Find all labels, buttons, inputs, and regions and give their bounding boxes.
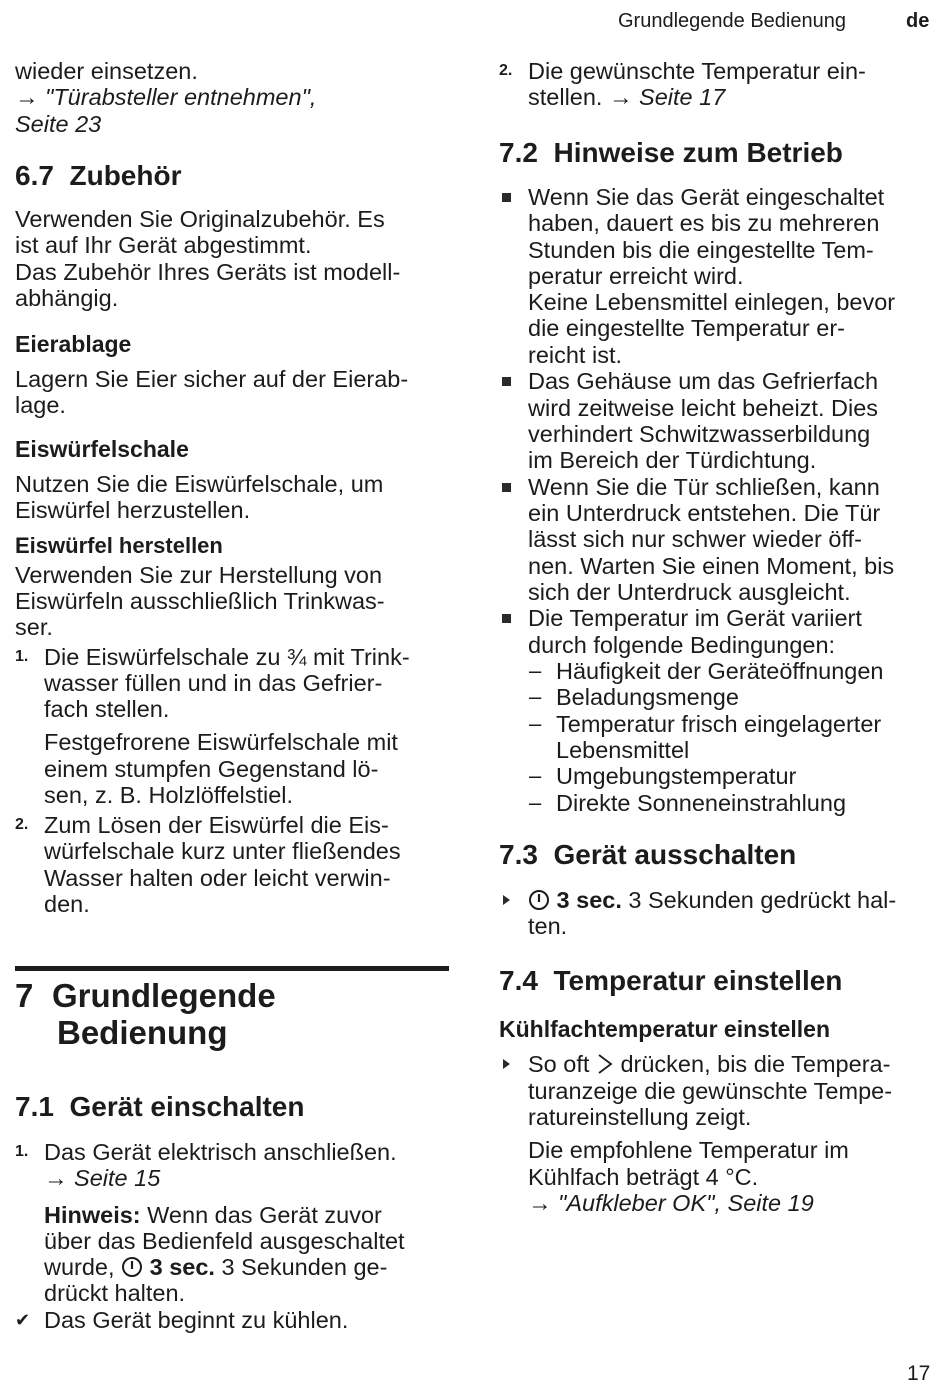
step-text: würfelschale kurz unter fließendes xyxy=(44,838,401,864)
bullet-text: peratur erreicht wird. xyxy=(528,263,744,289)
page-reference[interactable]: → "Aufkleber OK", Seite 19 xyxy=(528,1190,814,1216)
note-text: Die empfohlene Temperatur im xyxy=(528,1137,849,1163)
step-text: Zum Lösen der Eiswürfel die Eis- xyxy=(44,812,389,838)
step-note: Festgefrorene Eiswürfelschale mit xyxy=(44,729,398,755)
bullet-text: reicht ist. xyxy=(528,342,623,368)
hint-text: wurde, 3 sec. 3 Sekunden ge- xyxy=(44,1254,388,1280)
bullet-text: Die Temperatur im Gerät variiert xyxy=(528,605,862,631)
dash-bullet: – xyxy=(529,684,542,709)
bullet-text: lässt sich nur schwer wieder öff- xyxy=(528,526,862,552)
intro-reference[interactable]: → "Türabsteller entnehmen", xyxy=(15,84,317,110)
step-number: 1. xyxy=(15,648,29,665)
page-number: 17 xyxy=(907,1362,931,1385)
step-text: den. xyxy=(44,891,90,917)
bullet-text: nen. Warten Sie einen Moment, bis xyxy=(528,553,895,579)
dash-bullet: – xyxy=(529,658,542,683)
dash-bullet: – xyxy=(529,790,542,815)
paragraph: Eiswürfel herzustellen. xyxy=(15,497,251,523)
step-text: stellen. → Seite 17 xyxy=(528,84,726,110)
action-text: ten. xyxy=(528,913,568,939)
paragraph: Das Zubehör Ihres Geräts ist modell- xyxy=(15,259,401,285)
bullet-text: sich der Unterdruck ausgleicht. xyxy=(528,579,851,605)
paragraph: ist auf Ihr Gerät abgestimmt. xyxy=(15,232,312,258)
section-heading-6-7: 6.7 Zubehör xyxy=(15,160,182,191)
bullet-text: im Bereich der Türdichtung. xyxy=(528,447,817,473)
paragraph: Lagern Sie Eier sicher auf der Eierab- xyxy=(15,366,409,392)
subheading-eiswuerfelschale: Eiswürfelschale xyxy=(15,436,189,462)
section-heading-7-4: 7.4 Temperatur einstellen xyxy=(499,965,843,996)
bullet-text: Wenn Sie das Gerät eingeschaltet xyxy=(528,184,885,210)
dash-bullet: – xyxy=(529,711,542,736)
bullet-text: Das Gehäuse um das Gefrierfach xyxy=(528,368,879,394)
paragraph: Verwenden Sie Originalzubehör. Es xyxy=(15,206,385,232)
action-text: 3 sec. 3 Sekunden gedrückt hal- xyxy=(528,887,896,913)
bullet-text: ein Unterdruck entstehen. Die Tür xyxy=(528,500,881,526)
step-number: 1. xyxy=(15,1143,29,1160)
bullet-text: verhindert Schwitzwasserbildung xyxy=(528,421,871,447)
hint-text: Hinweis: Wenn das Gerät zuvor xyxy=(44,1202,382,1228)
paragraph: Eiswürfeln ausschließlich Trinkwas- xyxy=(15,588,385,614)
bullet-text: die eingestellte Temperatur er- xyxy=(528,315,845,341)
bullet-text: wird zeitweise leicht beheizt. Dies xyxy=(528,395,879,421)
page-reference[interactable]: → Seite 15 xyxy=(44,1165,161,1191)
sub-bullet-text: Lebensmittel xyxy=(556,737,690,763)
triangle-bullet xyxy=(503,895,510,905)
triangle-bullet xyxy=(503,1059,510,1069)
section-heading-7-3: 7.3 Gerät ausschalten xyxy=(499,839,797,870)
sub-bullet-text: Beladungsmenge xyxy=(556,684,739,710)
paragraph: lage. xyxy=(15,392,66,418)
note-text: Kühlfach beträgt 4 °C. xyxy=(528,1164,759,1190)
action-text: So oft drücken, bis die Tempera- xyxy=(528,1051,891,1077)
intro-reference-page[interactable]: Seite 23 xyxy=(15,111,102,137)
sub-bullet-text: Umgebungstemperatur xyxy=(556,763,797,789)
action-text: turanzeige die gewünschte Tempe- xyxy=(528,1078,893,1104)
bullet-text: durch folgende Bedingungen: xyxy=(528,632,836,658)
chevron-right-icon xyxy=(596,1053,614,1075)
square-bullet xyxy=(502,483,511,492)
sub-bullet-text: Temperatur frisch eingelagerter xyxy=(556,711,882,737)
step-note: einem stumpfen Gegenstand lö- xyxy=(44,756,379,782)
subheading-eiswuerfel-herstellen: Eiswürfel herstellen xyxy=(15,533,223,558)
step-text: Wasser halten oder leicht verwin- xyxy=(44,865,391,891)
step-text: wasser füllen und in das Gefrier- xyxy=(44,670,383,696)
subheading-eierablage: Eierablage xyxy=(15,331,132,357)
chapter-number: 7 xyxy=(15,977,34,1014)
intro-text: wieder einsetzen. xyxy=(15,58,198,84)
paragraph: Nutzen Sie die Eiswürfelschale, um xyxy=(15,471,384,497)
section-heading-7-2: 7.2 Hinweise zum Betrieb xyxy=(499,137,843,168)
step-text: fach stellen. xyxy=(44,696,170,722)
square-bullet xyxy=(502,193,511,202)
hint-text: drückt halten. xyxy=(44,1280,186,1306)
hint-text: über das Bedienfeld ausgeschaltet xyxy=(44,1228,405,1254)
section-heading-7-1: 7.1 Gerät einschalten xyxy=(15,1091,305,1122)
chapter-rule xyxy=(15,966,449,971)
dash-bullet: – xyxy=(529,763,542,788)
paragraph: Verwenden Sie zur Herstellung von xyxy=(15,562,383,588)
bullet-text: Wenn Sie die Tür schließen, kann xyxy=(528,474,880,500)
bullet-text: Stunden bis die eingestellte Tem- xyxy=(528,237,874,263)
language-tag: de xyxy=(906,10,930,32)
power-icon xyxy=(121,1256,143,1278)
step-text: Das Gerät elektrisch anschließen. xyxy=(44,1139,397,1165)
sub-bullet-text: Häufigkeit der Geräteöffnungen xyxy=(556,658,884,684)
square-bullet xyxy=(502,614,511,623)
sub-bullet-text: Direkte Sonneneinstrahlung xyxy=(556,790,847,816)
page-reference[interactable]: → Seite 17 xyxy=(609,84,726,110)
bullet-text: Keine Lebensmittel einlegen, bevor xyxy=(528,289,896,315)
step-number: 2. xyxy=(499,62,513,79)
action-text: ratureinstellung zeigt. xyxy=(528,1104,752,1130)
step-text: Die gewünschte Temperatur ein- xyxy=(528,58,866,84)
subheading-kuehlfachtemperatur: Kühlfachtemperatur einstellen xyxy=(499,1016,831,1042)
running-header: Grundlegende Bedienung xyxy=(618,10,846,32)
step-note: sen, z. B. Holzlöffelstiel. xyxy=(44,782,294,808)
power-icon xyxy=(528,889,550,911)
step-number: 2. xyxy=(15,816,29,833)
square-bullet xyxy=(502,377,511,386)
step-text: Die Eiswürfelschale zu ¾ mit Trink- xyxy=(44,644,410,670)
chapter-title: Bedienung xyxy=(57,1014,228,1051)
paragraph: ser. xyxy=(15,614,53,640)
check-icon: ✔ xyxy=(15,1310,31,1330)
bullet-text: haben, dauert es bis zu mehreren xyxy=(528,210,880,236)
result-text: Das Gerät beginnt zu kühlen. xyxy=(44,1307,349,1333)
chapter-title: Grundlegende xyxy=(52,977,276,1014)
paragraph: abhängig. xyxy=(15,285,119,311)
